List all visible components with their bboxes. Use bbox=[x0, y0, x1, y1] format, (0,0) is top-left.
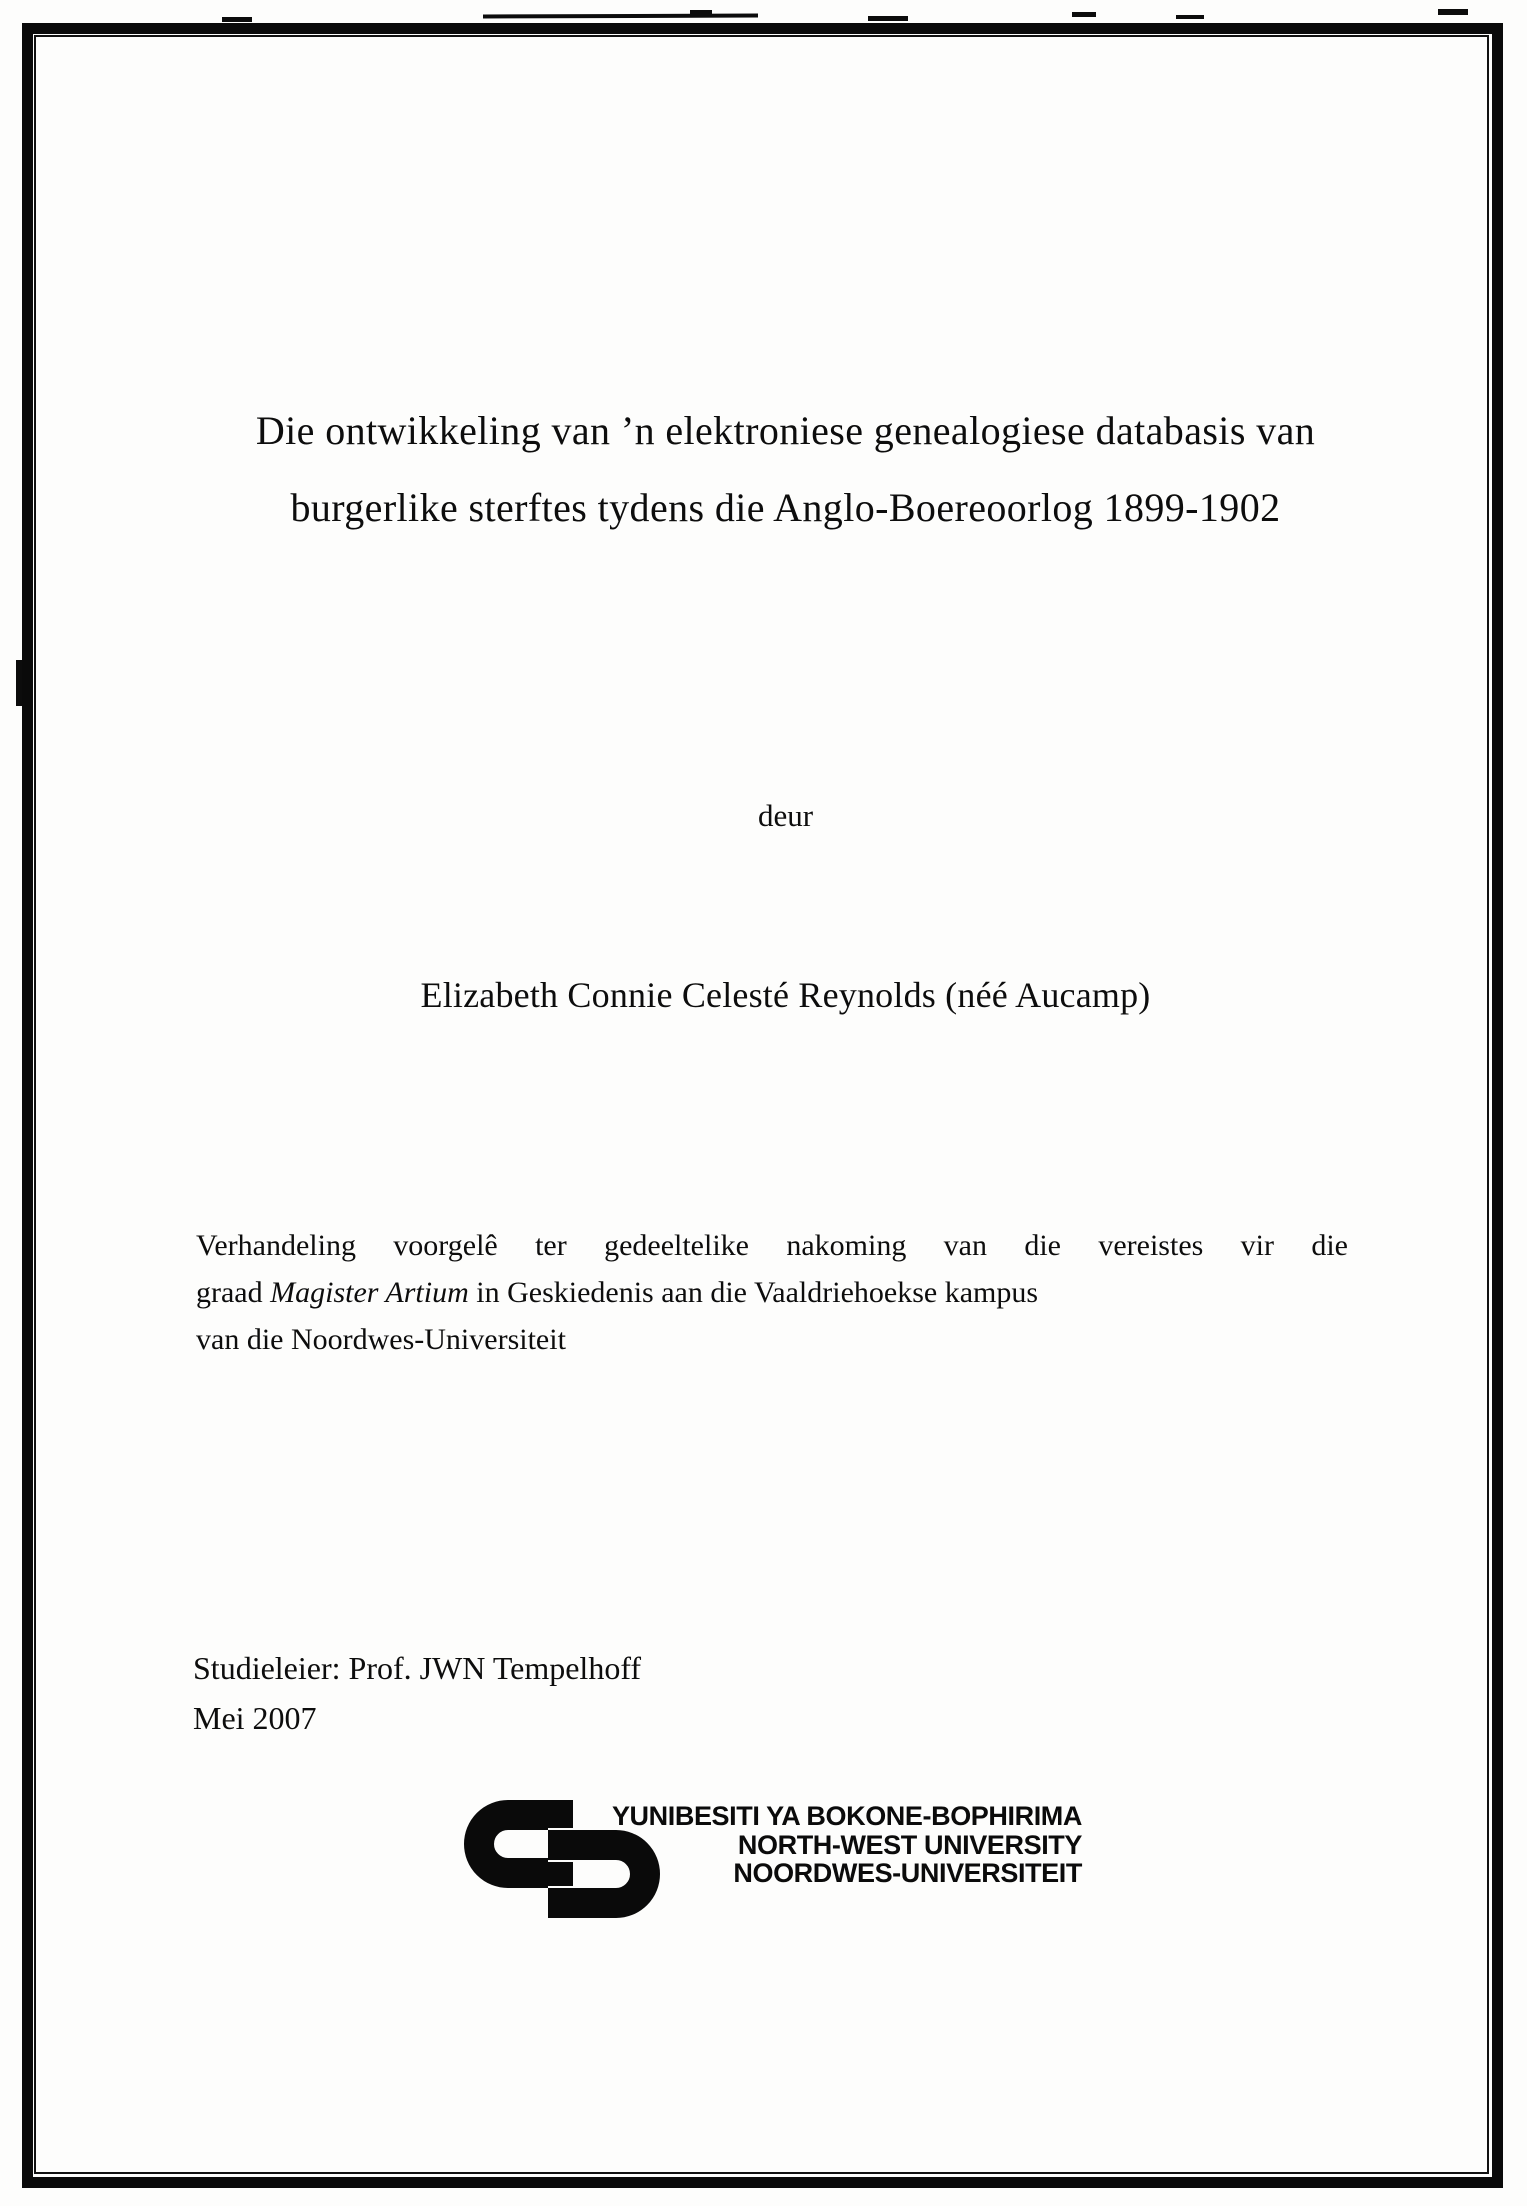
supervisor-line: Studieleier: Prof. JWN Tempelhoff bbox=[193, 1650, 642, 1686]
scan-artifact bbox=[1072, 12, 1096, 17]
scan-artifact bbox=[1438, 9, 1468, 15]
byline-word: deur bbox=[757, 798, 814, 833]
credits-block bbox=[193, 1643, 641, 1743]
degree-statement-line-1: Verhandeling voorgelê ter gedeeltelike nakoming van die vereistes vir die bbox=[196, 1229, 1348, 1262]
university-name-afrikaans: NOORDWES-UNIVERSITEIT bbox=[733, 1858, 1082, 1888]
thesis-title-line-1: Die ontwikkeling van ’n elektroniese genealogiese databasis van bbox=[255, 408, 1316, 453]
university-logo-text bbox=[582, 1802, 1082, 1888]
scan-artifact bbox=[222, 17, 252, 22]
author-name: Elizabeth Connie Celesté Reynolds (néé Aucamp) bbox=[420, 975, 1151, 1015]
thesis-title bbox=[60, 392, 1511, 546]
scan-artifact bbox=[868, 16, 908, 21]
scan-artifact bbox=[1176, 15, 1204, 19]
scan-artifact bbox=[483, 14, 758, 19]
degree-statement bbox=[196, 1222, 1348, 1363]
degree-statement-line-3: van die Noordwes-Universiteit bbox=[196, 1323, 566, 1356]
degree-name: Magister Artium bbox=[270, 1276, 469, 1309]
degree-statement-line-2 bbox=[196, 1269, 1348, 1316]
thesis-title-line-2: burgerlike sterftes tydens die Anglo-Boereoorlog 1899-1902 bbox=[290, 485, 1281, 530]
university-name-english: NORTH-WEST UNIVERSITY bbox=[737, 1829, 1082, 1860]
degree-statement-line-2-post: in Geskiedenis aan die Vaaldriehoekse kampus bbox=[468, 1276, 1039, 1309]
degree-statement-line-2-pre: graad bbox=[196, 1276, 271, 1309]
university-name-setswana: YUNIBESITI YA BOKONE-BOPHIRIMA bbox=[611, 1801, 1082, 1831]
scan-artifact bbox=[690, 10, 712, 16]
university-logo bbox=[462, 1796, 1102, 1936]
date-line: Mei 2007 bbox=[193, 1700, 317, 1736]
